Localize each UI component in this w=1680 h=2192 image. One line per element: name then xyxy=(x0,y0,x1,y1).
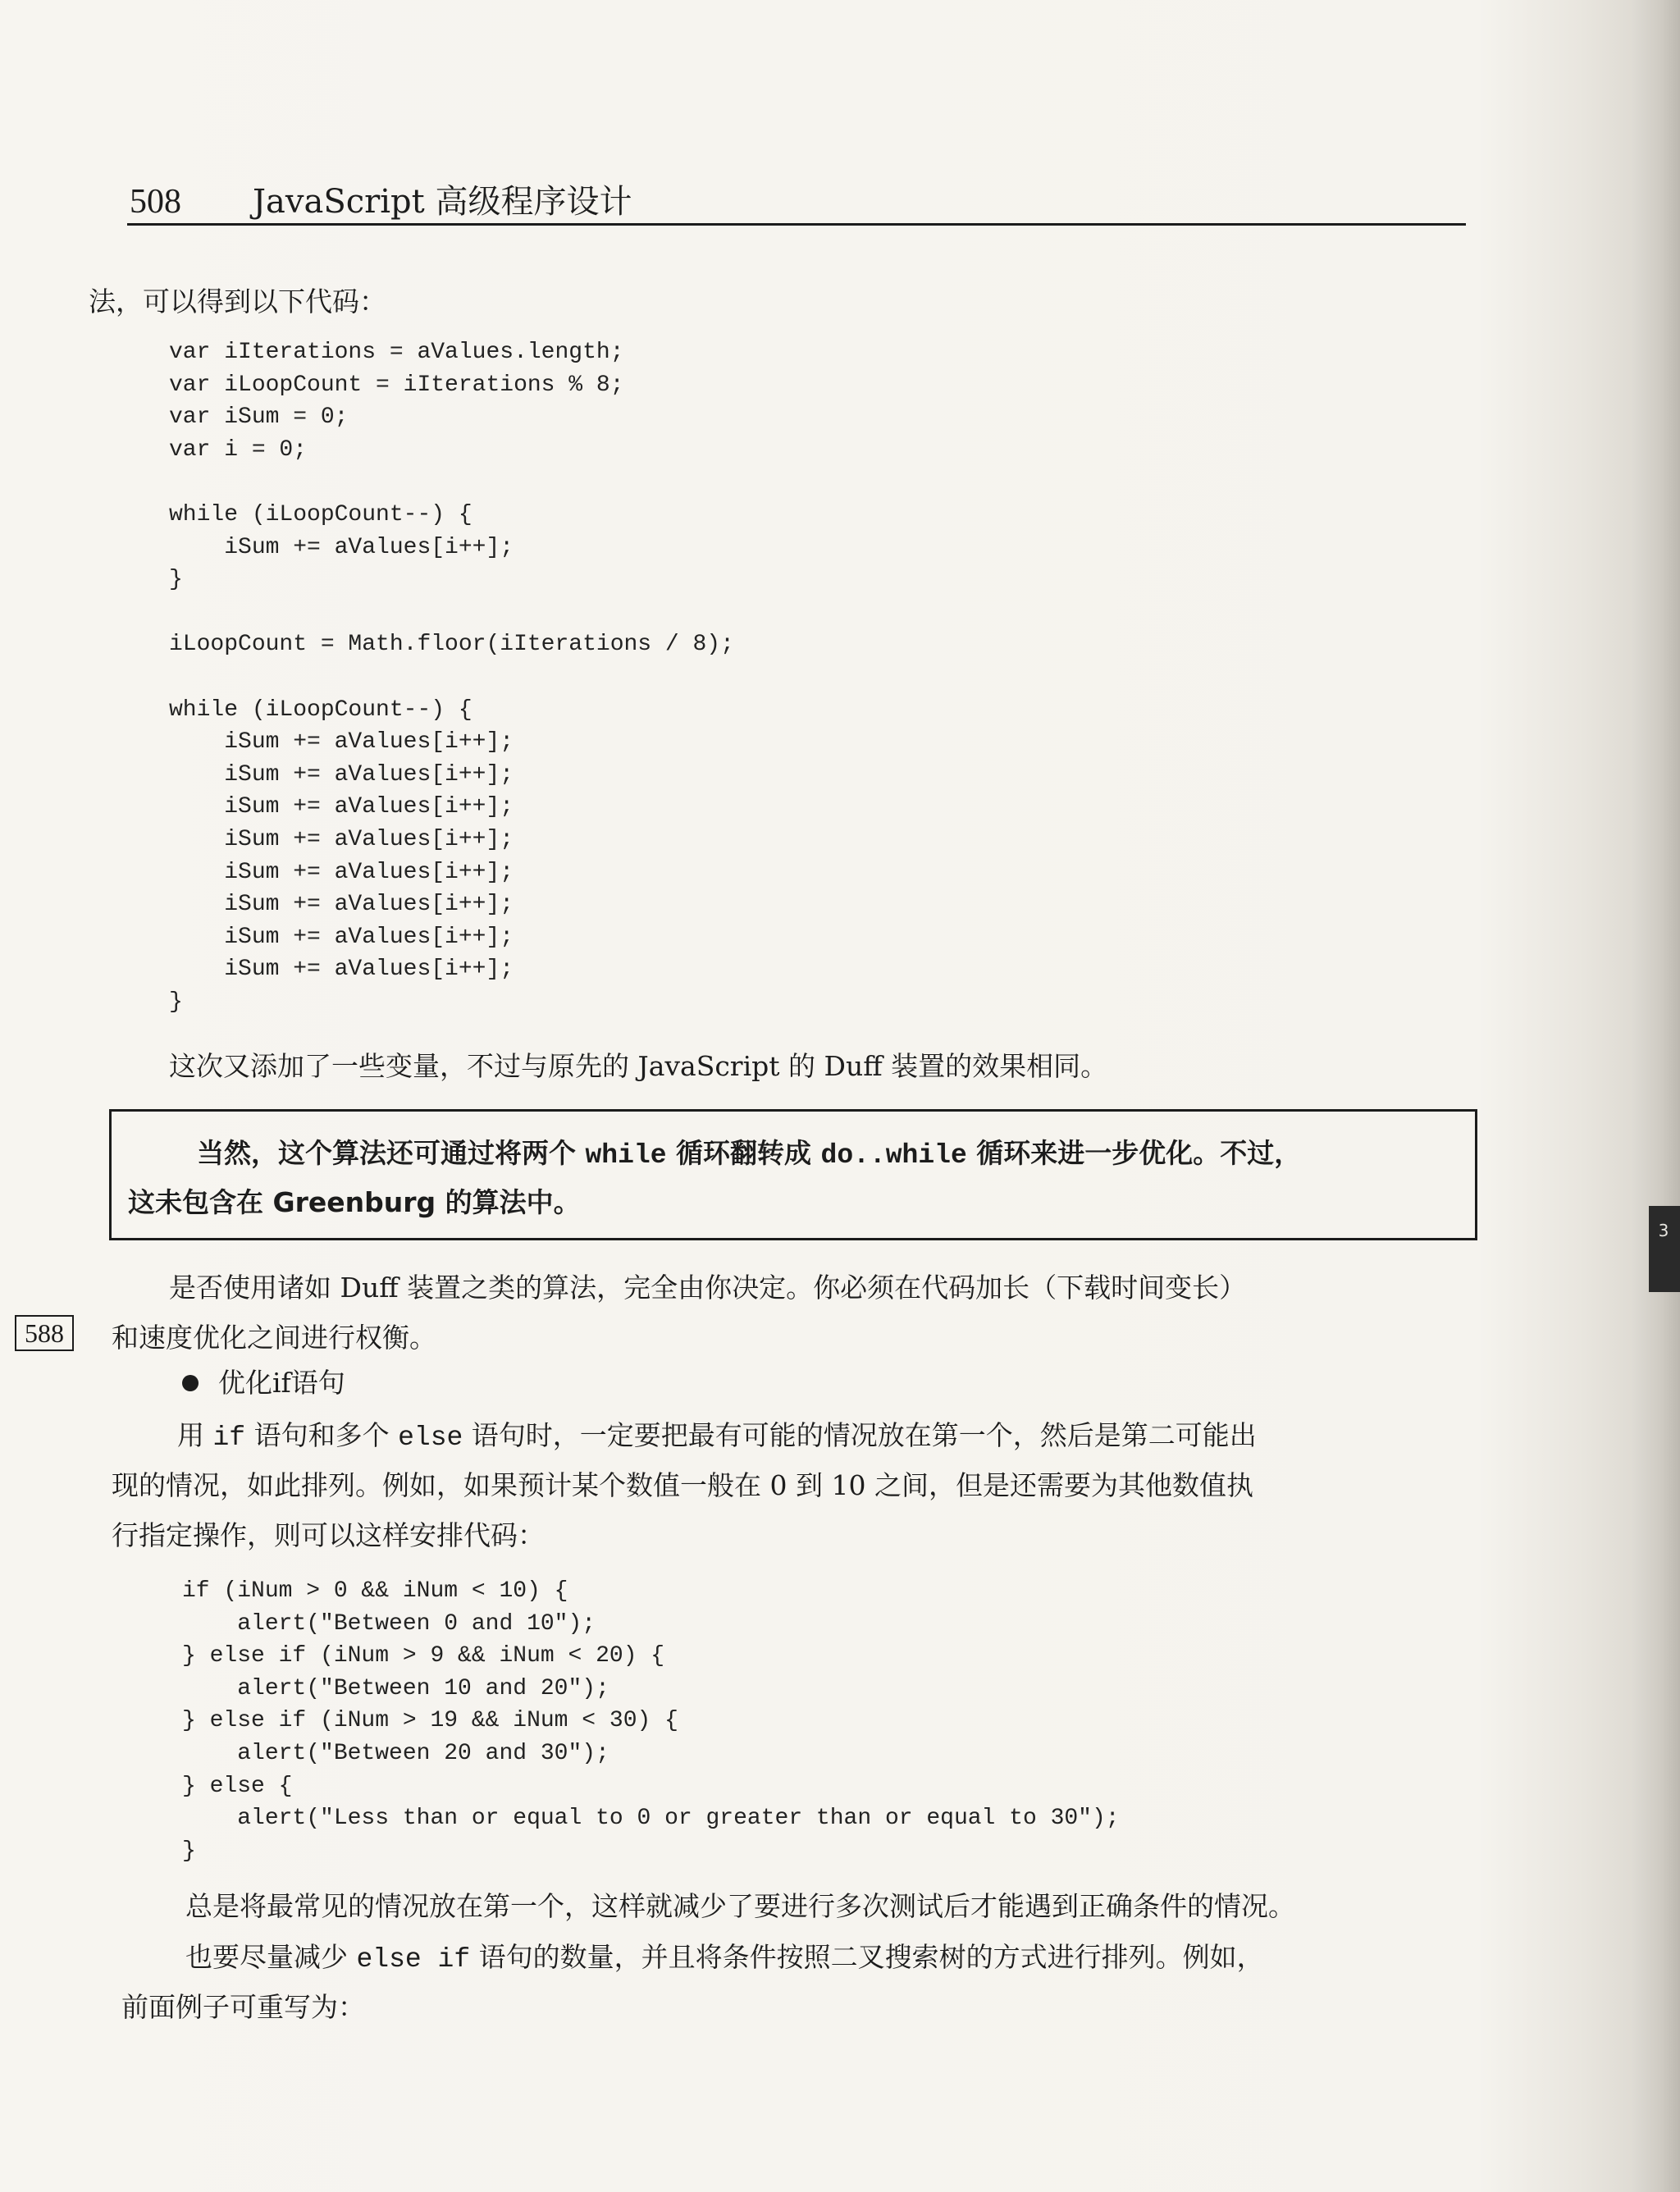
paragraph-if-part-c: 语句时，一定要把最有可能的情况放在第一个，然后是第二可能出 xyxy=(463,1419,1257,1451)
code-line: } xyxy=(169,567,183,593)
paragraph-binary-tree-part-b: 语句的数量，并且将条件按照二叉搜索树的方式进行排列。例如， xyxy=(470,1941,1264,1973)
paragraph-binary-tree-line-1 xyxy=(185,1938,1264,1980)
paragraph-if-line-3: 行指定操作，则可以这样安排代码： xyxy=(112,1519,545,1551)
section-heading-if: 优化if语句 xyxy=(218,1367,345,1399)
code-line xyxy=(169,661,734,694)
note-line-1-part-b: 循环翻转成 xyxy=(666,1137,821,1169)
code-block-duff xyxy=(169,336,734,1018)
code-line: } else if (iNum > 19 && iNum < 30) { xyxy=(182,1708,678,1734)
bullet-icon xyxy=(182,1375,199,1391)
note-code-while: while xyxy=(585,1140,667,1171)
code-block-if-else xyxy=(182,1575,1120,1867)
paragraph-if-line-2: 现的情况，如此排列。例如，如果预计某个数值一般在 0 到 10 之间，但是还需要为其他数值执 xyxy=(112,1469,1253,1501)
note-line-1-part-a: 当然，这个算法还可通过将两个 xyxy=(197,1137,586,1169)
header-rule xyxy=(127,223,1466,226)
code-line: iSum += aValues[i++]; xyxy=(169,761,514,788)
code-line: } xyxy=(169,989,183,1015)
code-line: iSum += aValues[i++]; xyxy=(169,957,514,983)
code-line: iLoopCount = Math.floor(iIterations / 8); xyxy=(169,632,734,658)
code-line: iSum += aValues[i++]; xyxy=(169,729,514,756)
book-edge xyxy=(1632,0,1680,2192)
inline-code-else: else xyxy=(398,1423,463,1453)
note-line-2: 这未包含在 Greenburg 的算法中。 xyxy=(128,1186,581,1218)
code-line: iSum += aValues[i++]; xyxy=(169,924,514,950)
paragraph-tradeoff-line-1: 是否使用诸如 Duff 装置之类的算法，完全由你决定。你必须在代码加长（下载时间变长） xyxy=(169,1272,1247,1304)
code-line: while (iLoopCount--) { xyxy=(169,501,472,527)
intro-text: 法，可以得到以下代码： xyxy=(89,285,386,317)
code-line: var i = 0; xyxy=(169,436,308,463)
code-line: } else { xyxy=(182,1773,293,1799)
code-line: alert("Less than or equal to 0 or greater than or equal to 30"); xyxy=(182,1806,1120,1832)
inline-code-else-if: else if xyxy=(356,1944,471,1975)
code-line: iSum += aValues[i++]; xyxy=(169,794,514,820)
paragraph-binary-tree-part-a: 也要尽量减少 xyxy=(185,1941,357,1973)
code-line: var iSum = 0; xyxy=(169,404,349,431)
code-line xyxy=(169,466,734,499)
paragraph-if-line-1 xyxy=(177,1416,1257,1458)
code-line: var iLoopCount = iIterations % 8; xyxy=(169,372,624,398)
note-line-1 xyxy=(197,1133,1301,1176)
code-line: } else if (iNum > 9 && iNum < 20) { xyxy=(182,1643,665,1669)
paragraph-if-part-a: 用 xyxy=(177,1419,213,1451)
code-line: iSum += aValues[i++]; xyxy=(169,534,514,560)
page-number: 508 xyxy=(130,183,181,221)
paragraph-if-part-b: 语句和多个 xyxy=(245,1419,399,1451)
paragraph-binary-tree-line-2: 前面例子可重写为： xyxy=(121,1991,365,2023)
paragraph-variables: 这次又添加了一些变量，不过与原先的 JavaScript 的 Duff 装置的效果相同。 xyxy=(169,1050,1108,1082)
margin-page-reference: 588 xyxy=(15,1315,74,1351)
note-code-do-while: do..while xyxy=(820,1140,967,1171)
code-line: } xyxy=(182,1838,196,1864)
chapter-thumb-tab xyxy=(1649,1206,1680,1292)
code-line: alert("Between 10 and 20"); xyxy=(182,1675,609,1701)
code-line: while (iLoopCount--) { xyxy=(169,696,472,723)
paragraph-common-case: 总是将最常见的情况放在第一个，这样就减少了要进行多次测试后才能遇到正确条件的情况。 xyxy=(185,1890,1295,1922)
code-line: if (iNum > 0 && iNum < 10) { xyxy=(182,1578,568,1604)
code-line: iSum += aValues[i++]; xyxy=(169,826,514,852)
code-line: var iIterations = aValues.length; xyxy=(169,340,624,365)
code-line: alert("Between 20 and 30"); xyxy=(182,1740,609,1766)
running-title: JavaScript 高级程序设计 xyxy=(253,183,632,221)
chapter-thumb-tab-label: 3 xyxy=(1658,1221,1669,1240)
note-line-1-part-c: 循环来进一步优化。不过， xyxy=(966,1137,1302,1169)
code-line: alert("Between 0 and 10"); xyxy=(182,1610,596,1637)
code-line xyxy=(169,596,734,629)
page-header xyxy=(130,180,1467,223)
inline-code-if: if xyxy=(212,1423,246,1453)
paragraph-tradeoff-line-2: 和速度优化之间进行权衡。 xyxy=(112,1322,436,1354)
code-line: iSum += aValues[i++]; xyxy=(169,859,514,885)
code-line: iSum += aValues[i++]; xyxy=(169,892,514,918)
